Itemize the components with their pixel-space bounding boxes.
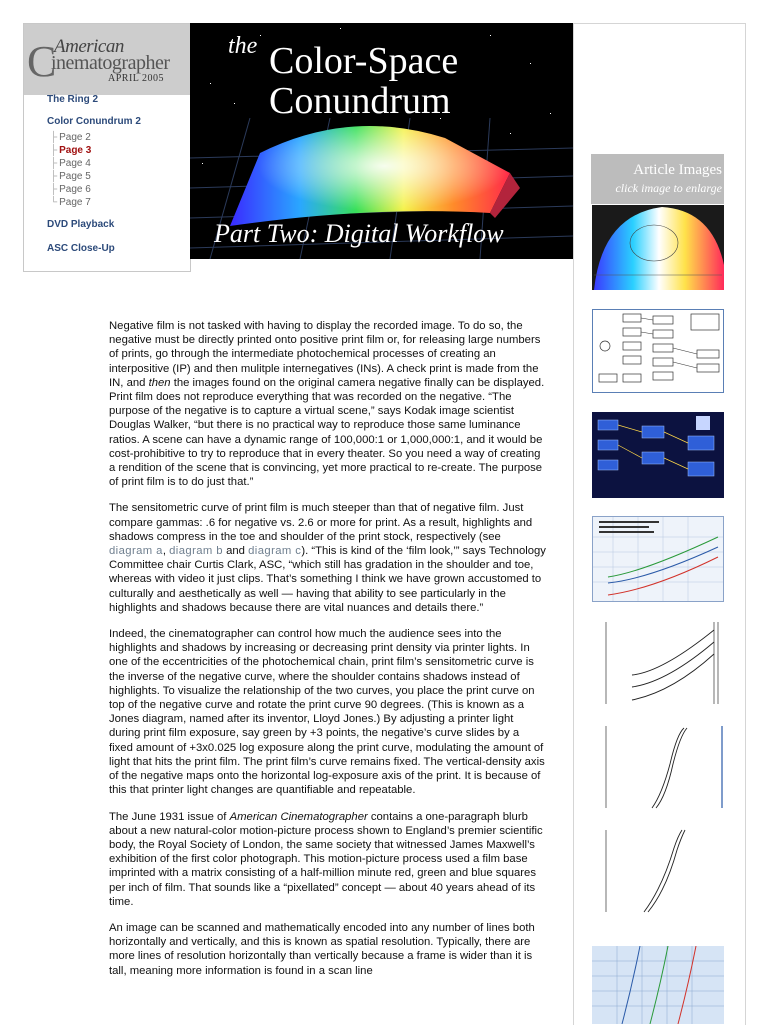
image-thumbnail-8[interactable] (592, 946, 724, 1024)
nav-subpage-4[interactable]: ├ Page 4 (50, 158, 91, 169)
navigation-panel (23, 23, 191, 272)
logo-bottom-text: inematographer (51, 52, 170, 74)
nav-item-the-ring-2[interactable]: The Ring 2 (47, 94, 99, 105)
article-images-heading: Article Images (633, 162, 722, 178)
tree-branch-icon: ├ (50, 132, 58, 143)
nav-item-asc-close-up[interactable]: ASC Close-Up (47, 243, 115, 254)
hero-title-prefix: the (228, 33, 258, 59)
article-images-header (591, 154, 724, 204)
image-thumbnail-1[interactable] (592, 205, 724, 290)
nav-subpage-2[interactable]: ├ Page 2 (50, 132, 91, 143)
tree-branch-icon: ├ (50, 171, 58, 182)
nav-subpage-5[interactable]: ├ Page 5 (50, 171, 91, 182)
article-paragraph-5: An image can be scanned and mathematically encoded into any number of lines both horizontally and vertically, and this is known as spatial resolution. Typically, there are more lines of resolution horizontally than vertically because a frame is wider than it is tall, meaning more information is found in a scan line (109, 921, 535, 977)
nav-subpage-3-active[interactable]: ├ Page 3 (50, 145, 92, 156)
image-thumbnail-3[interactable] (592, 412, 724, 498)
nav-subpage-7[interactable]: └ Page 7 (50, 197, 91, 208)
tree-branch-icon: ├ (50, 158, 58, 169)
article-paragraph-3: Indeed, the cinematographer can control how much the audience sees into the highlights and shadows by increasing or decreasing print density via printer lights. In one of the eccentricities of the photochemical chain, print film’s sensitometric curve is the inverse of the negative curve, where the shoulder contains shadows instead of highlights. To visualize the relationship of the two curves, you place the print curve on top of the negative curve and rotate the print curve 90 degrees. (This is known as a Jones diagram, named after its inventor, Lloyd Jones.) By adjusting a printer light during print film exposure, say green by +3 points, the negative’s curve slides by a fixed amount of +3x0.025 log exposure along the print curve, modulating the amount of light that hits the print film. The print film’s curve remains fixed. The vertical-density axis of the negative maps onto the horizontal log-exposure axis of the print. It is because of this that printer light changes are quantifiable and repeatable. (109, 628, 545, 797)
article-paragraph-1: Negative film is not tasked with having to display the recorded image. To do so, the negative must be directly printed onto positive print film or, for releasing large numbers of prints, go through the intermediate photochemical processes of creating an interpositive (IP) and then mulitple internegatives (INs). A check print is made from the IN, and then the images found on the original camera negative finally can be displayed. Print film does not reproduce everything that was recorded on the negative. “The purpose of the negative is to capture a virtual scene,” says Kodak image scientist Douglas Walker, “but there is no practical way to reproduce those same luminance ratios. A scene can have a dynamic range of 100,000:1 or 1,000,000:1, and it would be cost-prohibitive to try to reproduce that in every theater. So you need a way of creating a rendition of the scene that is convincing, yet more practical to re-create. The purpose of print film is to do just that.” (109, 320, 545, 489)
image-thumbnail-6[interactable] (592, 724, 724, 810)
article-body (109, 319, 546, 990)
hero-title-line1: Color-Space (269, 40, 459, 82)
diagram-b-link[interactable]: diagram b (169, 545, 223, 558)
nav-subpage-6[interactable]: ├ Page 6 (50, 184, 91, 195)
tree-end-icon: └ (50, 197, 58, 208)
hero-title-line2: Conundrum (269, 80, 451, 122)
image-thumbnail-5[interactable] (592, 620, 724, 706)
nav-item-color-conundrum-2[interactable]: Color Conundrum 2 (47, 116, 141, 127)
article-paragraph-4: The June 1931 issue of American Cinematographer contains a one-paragraph blurb about a new natural-color motion-picture process shown to England’s premier scientific body, the Royal Society of London, the same society that witnessed James Maxwell’s exhibition of the first color photograph. This motion-picture process used a film base imprinted with a matrix consisting of a half-million minute red, green and blue squares per inch of film. That sounds like a “pixellated” concept — about 40 years ahead of its time. (109, 810, 543, 908)
hero-subtitle: Part Two: Digital Workflow (214, 219, 504, 248)
tree-branch-icon: ├ (50, 145, 58, 156)
logo-initial: C (27, 37, 57, 86)
image-thumbnail-4[interactable] (592, 516, 724, 602)
article-paragraph-2: The sensitometric curve of print film is much steeper than that of negative film. Just compare gammas: .6 for negative vs. 2.6 or more for print. As a result, highlights and shadows compress in the toe and shoulder of the print stock, respectively (see diagram a, diagram b and diagram c). “This is kind of the ‘film look,’” says Technology Committee chair Curtis Clark, ASC, “which still has gradation in the shoulder and toe, whereas with video it just clips. That’s something I think we have grown accustomed to culturally and aesthetically as well — having that ability to see particularly in the highlights and shadows because there are vital nuances and details there.” (109, 502, 546, 614)
diagram-c-link[interactable]: diagram c (248, 545, 302, 558)
tree-branch-icon: ├ (50, 184, 58, 195)
image-thumbnail-2[interactable] (592, 309, 724, 393)
article-hero-banner (190, 23, 573, 259)
american-cinematographer-logo[interactable] (24, 24, 190, 95)
issue-date: APRIL 2005 (108, 73, 165, 84)
logo-top-text: American (54, 36, 124, 57)
nav-item-dvd-playback[interactable]: DVD Playback (47, 219, 115, 230)
image-thumbnail-7[interactable] (592, 828, 724, 914)
article-images-hint: click image to enlarge (615, 181, 722, 195)
diagram-a-link[interactable]: diagram a (109, 545, 163, 558)
